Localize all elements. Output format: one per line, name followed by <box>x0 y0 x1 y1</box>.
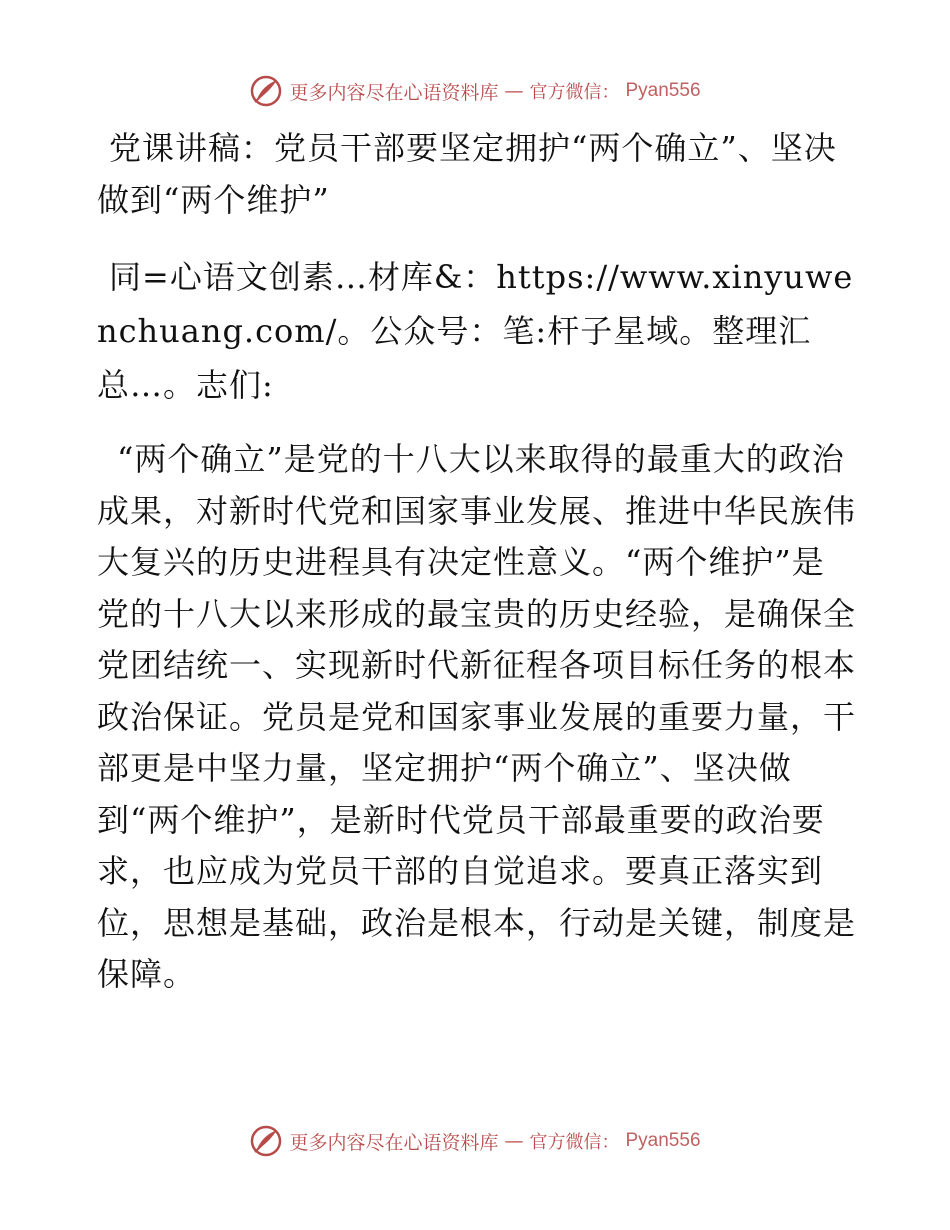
banner-separator: — <box>504 1130 524 1152</box>
wechat-id: Pyan556 <box>625 1130 701 1151</box>
banner-separator: — <box>504 80 524 102</box>
quill-logo-icon <box>249 1124 283 1158</box>
body-paragraph: “两个确立”是党的十八大以来取得的最重大的政治成果，对新时代党和国家事业发展、推进中华民族伟大复兴的历史进程具有决定性意义。“两个维护”是党的十八大以来形成的最宝贵的历史经验，是确保全党团结统一、实现新时代新征程各项目标任务的根本政治保证。党员是党和国家事业发展的重要力量，干部更是中坚力量，坚定拥护“两个确立”、坚决做到“两个维护”，是新时代党员干部最重要的政治要求，也应成为党员干部的自觉追求。要真正落实到位，思想是基础，政治是根本，行动是关键，制度是保障。 <box>97 440 857 993</box>
header-watermark-banner <box>0 71 950 111</box>
banner-text: 更多内容尽在心语资料库 <box>289 81 499 104</box>
page-title: 党课讲稿：党员干部要坚定拥护“两个确立”、坚决做到“两个维护” <box>97 129 837 219</box>
wechat-id: Pyan556 <box>625 80 701 101</box>
document-body <box>97 122 857 1001</box>
quill-logo-icon <box>249 74 283 108</box>
wechat-label: 官方微信： <box>529 1132 620 1153</box>
source-paragraph: 同=心语文创素…材库&：https://www.xinyuwenchuang.com/。公众号：笔:杆子星域。整理汇总…。志们: <box>97 258 854 404</box>
banner-text: 更多内容尽在心语资料库 <box>289 1131 499 1154</box>
footer-watermark-banner <box>0 1121 950 1161</box>
wechat-label: 官方微信： <box>529 82 620 103</box>
